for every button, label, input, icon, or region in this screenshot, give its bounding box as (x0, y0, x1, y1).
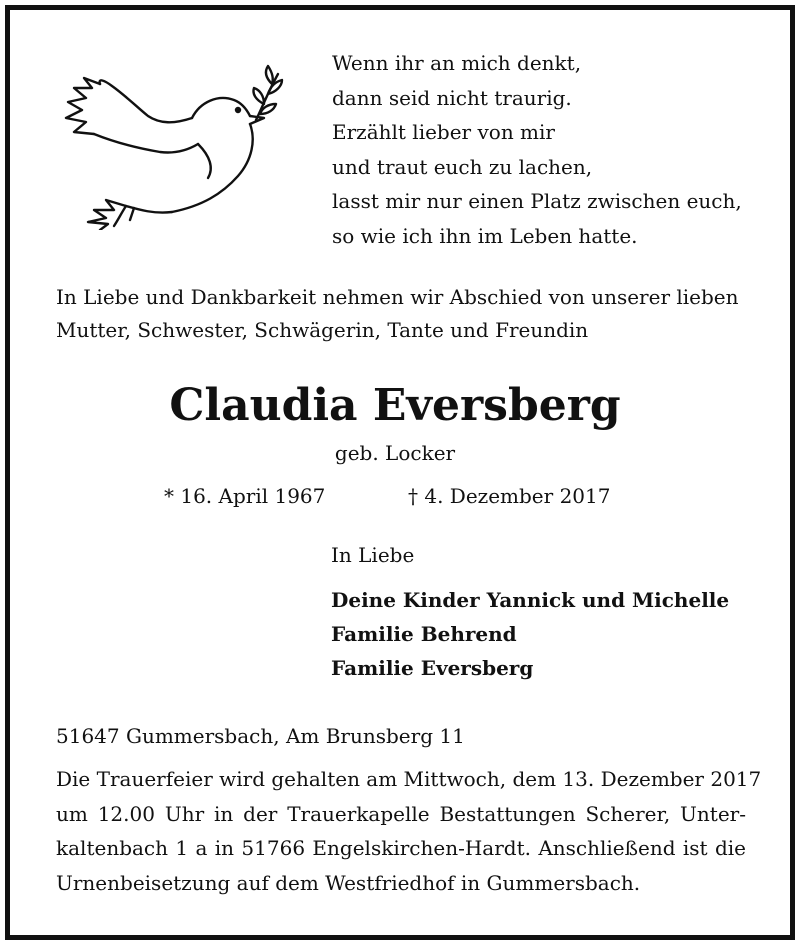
poem-line: so wie ich ihn im Leben hatte. (332, 223, 638, 248)
poem-line: und traut euch zu lachen, (332, 154, 593, 179)
ceremony-line: kaltenbach 1 a in 51766 Engelskirchen-Hardt. Anschließend ist die (56, 836, 746, 860)
mourner-line: Familie Eversberg (331, 656, 534, 680)
intro-line: Mutter, Schwester, Schwägerin, Tante und Freundin (56, 318, 589, 342)
mourner-line: Familie Behrend (331, 622, 517, 646)
farewell-intro (56, 281, 756, 347)
death-date: † 4. Dezember 2017 (408, 484, 611, 508)
maiden-name: geb. Locker (334, 441, 456, 465)
poem-line: Wenn ihr an mich denkt, (332, 51, 582, 75)
address: 51647 Gummersbach, Am Brunsberg 11 (56, 724, 465, 748)
poem-line: dann seid nicht traurig. (332, 85, 572, 110)
mourners-intro: In Liebe (331, 543, 415, 567)
ceremony-details (56, 762, 762, 900)
ceremony-line: Die Trauerfeier wird gehalten am Mittwoch, dem 13. Dezember 2017 (56, 767, 762, 791)
poem (332, 46, 742, 253)
poem-line: lasst mir nur einen Platz zwischen euch, (332, 189, 742, 213)
poem-line: Erzählt lieber von mir (332, 120, 555, 144)
ceremony-line: um 12.00 Uhr in der Trauerkapelle Bestattungen Scherer, Unter- (56, 801, 746, 826)
ceremony-line: Urnenbeisetzung auf dem Westfriedhof in Gummersbach. (56, 870, 641, 895)
mourner-line: Deine Kinder Yannick und Michelle (331, 588, 730, 612)
dove-icon (42, 60, 292, 230)
deceased-name: Claudia Eversberg (169, 380, 621, 431)
birth-date: * 16. April 1967 (164, 484, 326, 508)
intro-line: In Liebe und Dankbarkeit nehmen wir Abschied von unserer lieben (56, 285, 739, 309)
mourners-list (331, 583, 729, 685)
